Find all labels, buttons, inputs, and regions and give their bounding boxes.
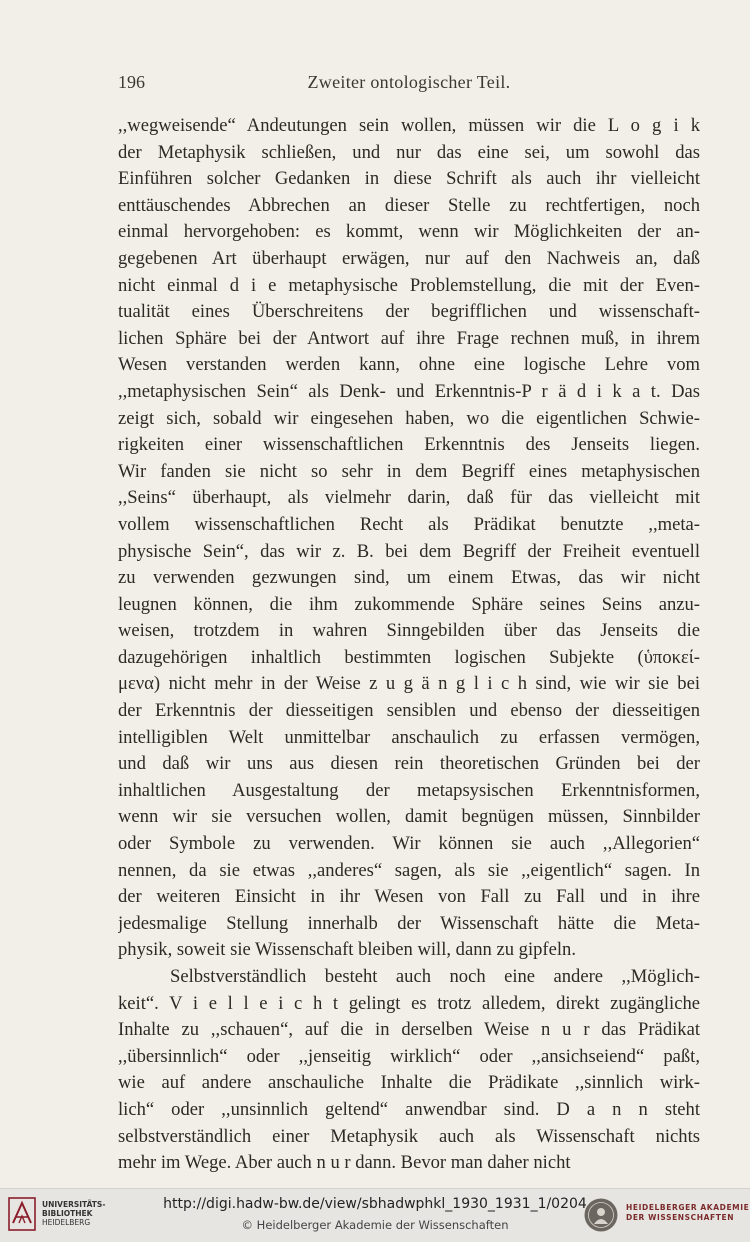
text-line: Wesen verstanden werden kann, ohne eine logische Lehre vom <box>118 354 700 376</box>
copyright-notice: © Heidelberger Akademie der Wissenschaften <box>241 1218 509 1232</box>
text-line: lichen Sphäre bei der Antwort auf ihre Frage rechnen muß, in ihrem <box>118 327 700 349</box>
text-line: zu verwenden gezwungen sind, um einem Etwas, das wir nicht <box>118 567 700 589</box>
text-line: gegebenen Art überhaupt erwägen, nur auf den Nachweis an, daß <box>118 247 700 269</box>
text-line: wenn wir sie versuchen wollen, damit begnügen müssen, Sinnbilder <box>118 806 700 828</box>
text-line: selbstverständlich einer Metaphysik auch als Wissenschaft nichts <box>118 1125 700 1147</box>
text-line: oder Symbole zu verwenden. Wir können sie auch ,,Allegorien“ <box>118 833 700 855</box>
text-line: wie auf andere anschauliche Inhalte die Prädikate ,,sinnlich wirk- <box>118 1072 700 1094</box>
text-line: keit“. V i e l l e i c h t gelingt es trotz alledem, direkt zugängliche <box>118 992 700 1014</box>
text-line: einmal hervorgehoben: es kommt, wenn wir Möglichkeiten der an- <box>118 221 700 243</box>
text-line: dazugehörigen inhaltlich bestimmten logischen Subjekte (ὑποκεί- <box>118 646 700 668</box>
text-line: nicht einmal d i e metaphysische Problemstellung, die mit der Even- <box>118 274 700 296</box>
text-line: weisen, trotzdem in wahren Sinngebilden über das Jenseits die <box>118 620 700 642</box>
text-line: ,,übersinnlich“ oder ,,jenseitig wirklich“ oder ,,ansichseiend“ paßt, <box>118 1045 700 1067</box>
text-line: der weiteren Einsicht in ihr Wesen von Fall zu Fall und in ihre <box>118 886 700 908</box>
text-line: physische Sein“, das wir z. B. bei dem Begriff der Freiheit eventuell <box>118 540 700 562</box>
text-line: zeigt sich, sobald wir eingesehen haben, wo die eigentlichen Schwie- <box>118 407 700 429</box>
page-number: 196 <box>118 72 145 92</box>
text-line: μενα) nicht mehr in der Weise z u g ä n g l i c h sind, wie wir sie bei <box>118 673 700 695</box>
text-line: ,,wegweisende“ Andeutungen sein wollen, müssen wir die L o g i k <box>118 115 700 136</box>
text-line: Einführen solcher Gedanken in diese Schrift als auch ihr vielleicht <box>118 168 700 190</box>
text-line: der Erkenntnis der diesseitigen sensiblen und ebenso der diesseitigen <box>118 700 700 722</box>
text-line: der Metaphysik schließen, und nur das eine sei, um sowohl das <box>118 141 700 163</box>
text-line: ,,Seins“ überhaupt, als vielmehr darin, daß für das vielleicht mit <box>118 487 700 509</box>
text-line: jedesmalige Stellung innerhalb der Wissenschaft hätte die Meta- <box>118 912 700 934</box>
text-line: ,,metaphysischen Sein“ als Denk- und Erkenntnis-P r ä d i k a t. Das <box>118 380 700 402</box>
viewer-footer <box>0 1188 750 1242</box>
text-line: Selbstverständlich besteht auch noch eine andere ,,Möglich- <box>170 966 700 987</box>
page-url-link[interactable]: http://digi.hadw-bw.de/view/sbhadwphkl_1930_1931_1/0204 <box>163 1196 587 1212</box>
text-line: Wir fanden sie nicht so sehr in dem Begriff eines metaphysischen <box>118 460 700 482</box>
text-line: leugnen können, die ihm zukommende Sphäre seines Seins anzu- <box>118 593 700 615</box>
body-text <box>118 113 700 1177</box>
academy-name <box>626 1203 749 1223</box>
text-line: physik, soweit sie Wissenschaft bleiben will, dann zu gipfeln. <box>118 939 576 961</box>
text-line: vollem wissenschaftlichen Recht als Prädikat benutzte ,,meta- <box>118 513 700 535</box>
text-line: rigkeiten einer wissenschaftlichen Erkenntnis des Jenseits liegen. <box>118 434 700 456</box>
text-line: lich“ oder ,,unsinnlich geltend“ anwendbar sind. D a n n steht <box>118 1098 700 1120</box>
page-header <box>118 72 700 98</box>
text-line: nennen, da sie etwas ,,anderes“ sagen, als sie ,,eigentlich“ sagen. In <box>118 859 700 881</box>
academy-name-line-1: HEIDELBERGER AKADEMIE <box>626 1203 750 1212</box>
academy-seal-icon[interactable] <box>583 1197 619 1233</box>
library-name-line-1: UNIVERSITÄTS- <box>42 1200 106 1209</box>
text-line: und daß wir uns aus diesen rein theoretischen Gründen bei der <box>118 753 700 775</box>
text-line: enttäuschendes Abbrechen an dieser Stelle zu rechtfertigen, noch <box>118 194 700 216</box>
running-title: Zweiter ontologischer Teil. <box>307 72 511 92</box>
library-name-line-2: BIBLIOTHEK <box>42 1209 93 1218</box>
text-line: intelligiblen Welt unmittelbar anschaulich zu erfassen vermögen, <box>118 726 700 748</box>
academy-name-line-2: DER WISSENSCHAFTEN <box>626 1213 735 1222</box>
text-line: Inhalte zu ,,schauen“, auf die in derselben Weise n u r das Prädikat <box>118 1019 700 1041</box>
text-line: tualität eines Überschreitens der begrifflichen und wissenschaft- <box>118 301 700 323</box>
text-line: inhaltlichen Ausgestaltung der metapsysischen Erkenntnisformen, <box>118 779 700 801</box>
text-line: mehr im Wege. Aber auch n u r dann. Bevor man daher nicht <box>118 1152 571 1174</box>
library-name-line-3: HEIDELBERG <box>42 1218 91 1227</box>
